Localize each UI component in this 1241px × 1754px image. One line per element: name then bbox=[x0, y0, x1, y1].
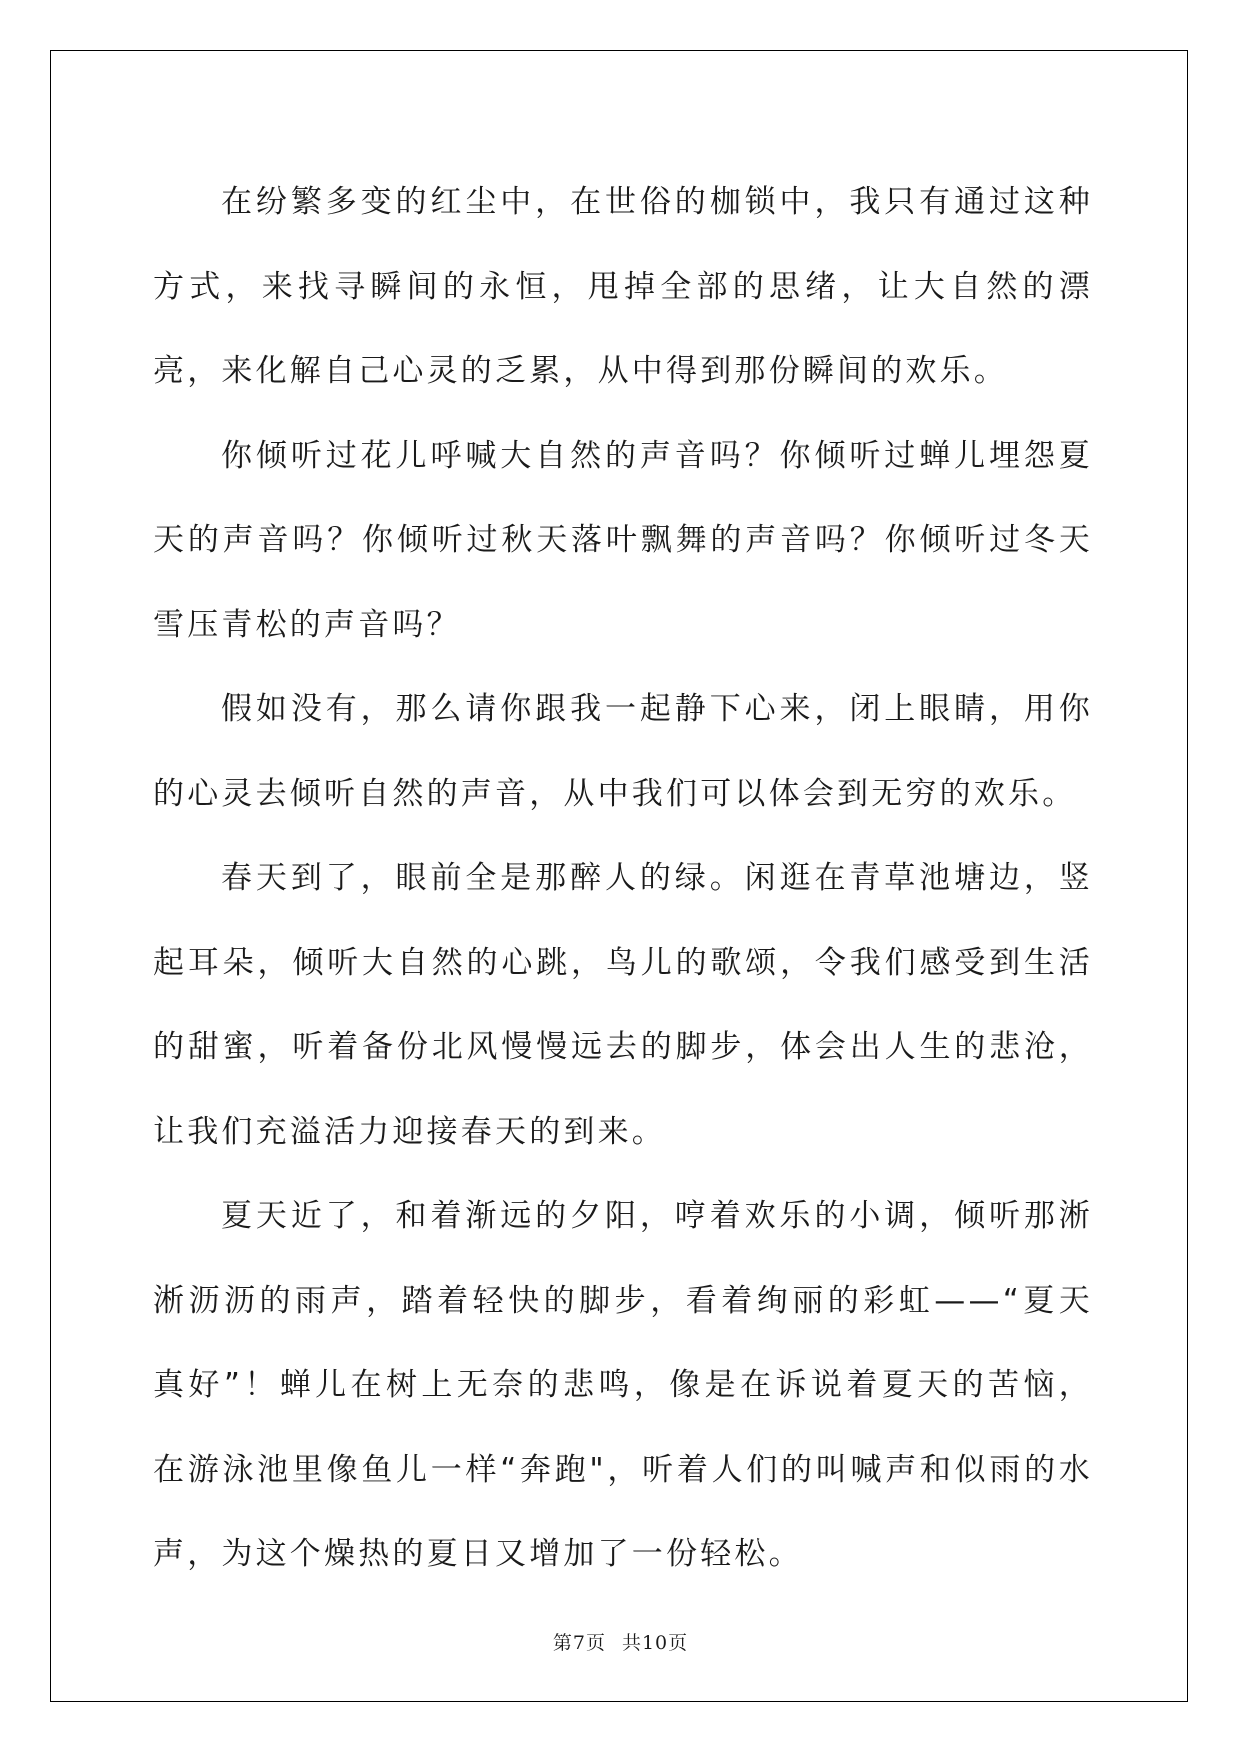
page-total: 共10页 bbox=[621, 1632, 689, 1654]
page-number: 第7页 bbox=[552, 1632, 606, 1654]
paragraph-3: 假如没有，那么请你跟我一起静下心来，闭上眼睛，用你的心灵去倾听自然的声音，从中我们可以体会到无穷的欢乐。 bbox=[153, 691, 1093, 812]
paragraph-4: 春天到了，眼前全是那醉人的绿。闲逛在青草池塘边，竖起耳朵，倾听大自然的心跳，鸟儿的歌颂，令我们感受到生活的甜蜜，听着备份北风慢慢远去的脚步，体会出人生的悲沧，让我们充溢活力迎接春天的到来。 bbox=[153, 860, 1093, 1150]
paragraph-2: 你倾听过花儿呼喊大自然的声音吗？你倾听过蝉儿埋怨夏天的声音吗？你倾听过秋天落叶飘舞的声音吗？你倾听过冬天雪压青松的声音吗？ bbox=[153, 437, 1093, 643]
paragraph-5: 夏天近了，和着渐远的夕阳，哼着欢乐的小调，倾听那淅淅沥沥的雨声，踏着轻快的脚步，看着绚丽的彩虹——“夏天真好”！蝉儿在树上无奈的悲鸣，像是在诉说着夏天的苦恼，在游泳池里像鱼儿一样“奔跑"，听着人们的叫喊声和似雨的水声，为这个燥热的夏日又增加了一份轻松。 bbox=[153, 1198, 1093, 1572]
paragraph-1: 在纷繁多变的红尘中，在世俗的枷锁中，我只有通过这种方式，来找寻瞬间的永恒，甩掉全部的思绪，让大自然的漂亮，来化解自己心灵的乏累，从中得到那份瞬间的欢乐。 bbox=[153, 184, 1093, 389]
document-body bbox=[153, 160, 1093, 1597]
page-footer bbox=[0, 1628, 1241, 1655]
